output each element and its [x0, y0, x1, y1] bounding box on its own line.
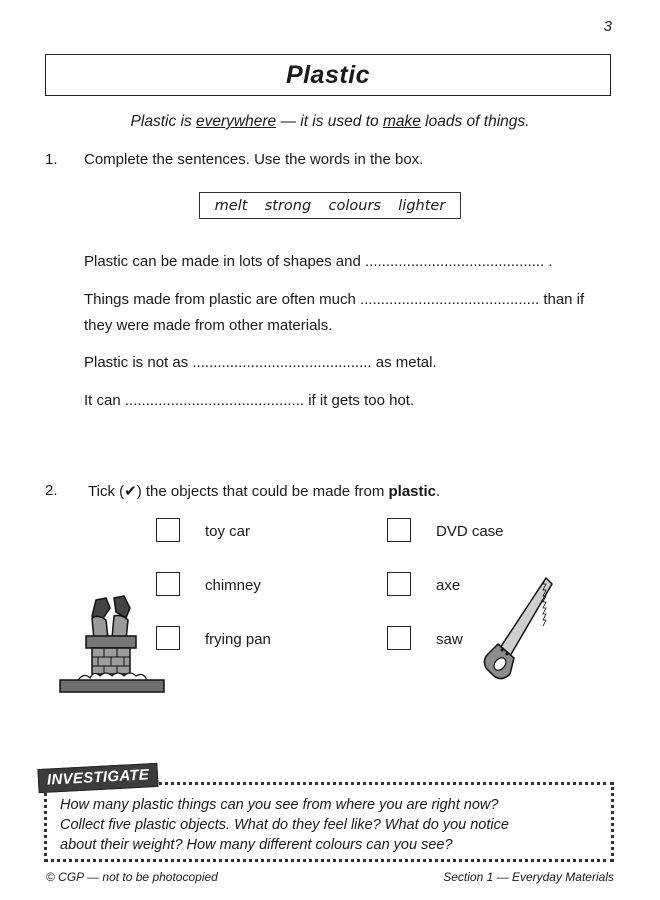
instruction-text: .: [436, 483, 441, 500]
subtitle: [0, 113, 660, 131]
tick-icon: ✔: [124, 483, 137, 500]
sentence-2-continued: they were made from other materials.: [84, 317, 333, 334]
question-1-number: 1.: [45, 151, 58, 168]
footer-copyright: © CGP — not to be photocopied: [46, 870, 218, 884]
page-title: Plastic: [285, 60, 371, 89]
option-label-axe: axe: [436, 577, 461, 594]
sentence-4[interactable]: It can ........................................... if it gets too hot.: [84, 392, 415, 409]
option-label-frying-pan: frying pan: [205, 631, 271, 648]
option-label-dvd-case: DVD case: [436, 523, 504, 540]
title-box: [45, 54, 611, 96]
sentence-2[interactable]: Things made from plastic are often much ........................................... than if: [84, 291, 585, 308]
investigate-text: [60, 795, 509, 855]
investigate-heading: INVESTIGATE: [37, 763, 158, 793]
question-2-instruction: [88, 482, 440, 500]
sentence-1[interactable]: Plastic can be made in lots of shapes and ........................................... .: [84, 253, 553, 270]
word-box-item: colours: [328, 197, 381, 214]
checkbox-dvd-case[interactable]: [387, 518, 411, 542]
word-box-item: melt: [214, 197, 248, 214]
checkbox-toy-car[interactable]: [156, 518, 180, 542]
question-2-number: 2.: [45, 482, 58, 499]
option-label-toy-car: toy car: [205, 523, 251, 540]
subtitle-part-3: loads of things.: [420, 113, 530, 130]
investigate-line: about their weight? How many different colours can you see?: [60, 837, 453, 853]
checkbox-axe[interactable]: [387, 572, 411, 596]
checkbox-chimney[interactable]: [156, 572, 180, 596]
instruction-text: ) the objects that could be made from: [136, 483, 389, 500]
subtitle-part-1: Plastic is: [130, 113, 197, 130]
footer-section: Section 1 — Everyday Materials: [443, 870, 614, 884]
word-box-item: lighter: [398, 197, 446, 214]
instruction-text: Tick (: [88, 483, 125, 500]
question-1-instruction: Complete the sentences. Use the words in the box.: [84, 151, 424, 168]
page-number: 3: [603, 18, 612, 35]
subtitle-emphasis-2: make: [382, 113, 421, 130]
investigate-line: Collect five plastic objects. What do they feel like? What do you notice: [60, 817, 509, 833]
chimney-illustration: [56, 594, 168, 694]
subtitle-emphasis-1: everywhere: [196, 113, 277, 130]
instruction-bold-word: plastic: [388, 483, 437, 500]
subtitle-part-2: — it is used to: [276, 113, 383, 130]
sentence-3[interactable]: Plastic is not as ........................................... as metal.: [84, 354, 437, 371]
investigate-line: How many plastic things can you see from where you are right now?: [60, 797, 499, 813]
word-box-item: strong: [264, 197, 312, 214]
checkbox-saw[interactable]: [387, 626, 411, 650]
saw-illustration: [480, 574, 558, 686]
option-label-saw: saw: [436, 631, 463, 648]
option-label-chimney: chimney: [205, 577, 261, 594]
word-box: [199, 192, 461, 219]
